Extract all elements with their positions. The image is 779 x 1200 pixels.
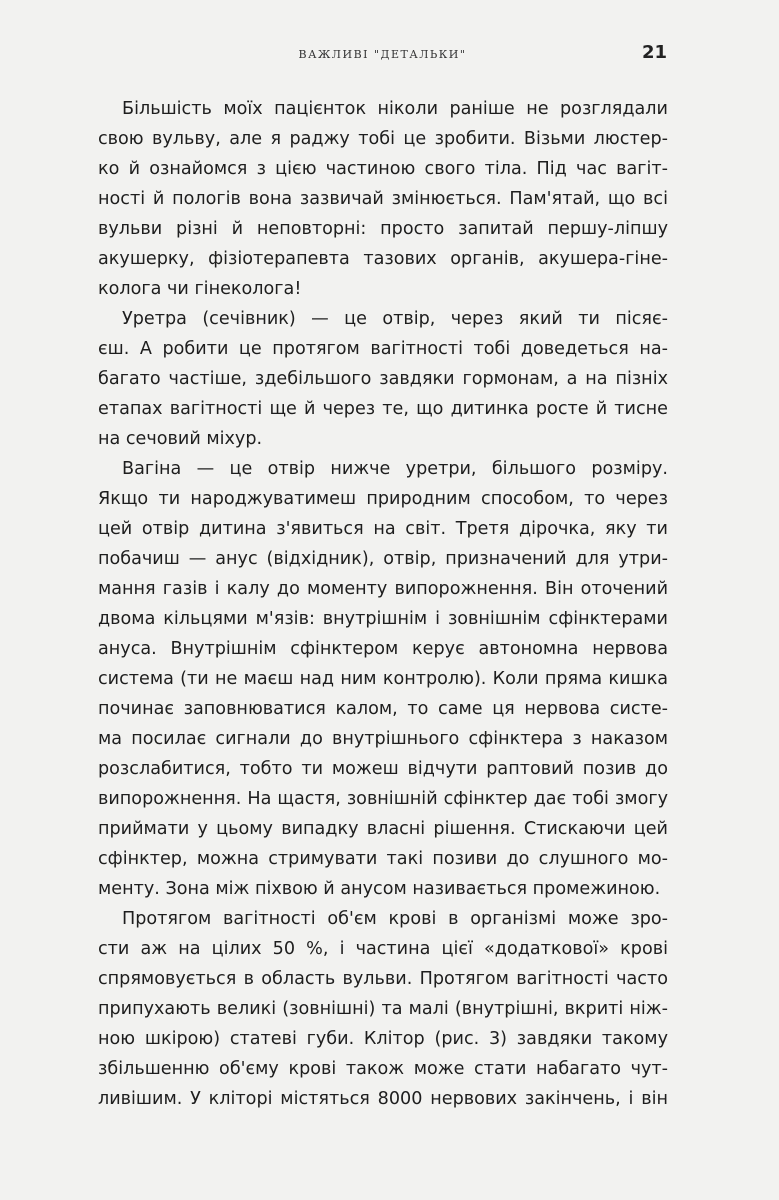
text-line: ко й ознайомся з цією частиною свого тіла. Під час вагіт- xyxy=(98,159,668,179)
text-line: багато частіше, здебільшого завдяки гормонам, а на пізніх xyxy=(98,369,668,389)
body-text xyxy=(98,94,668,1114)
text-line: мання газів і калу до моменту випорожнення. Він оточений xyxy=(98,579,668,599)
paragraph xyxy=(98,454,668,904)
paragraph xyxy=(98,94,668,304)
text-line: приймати у цьому випадку власні рішення. Стискаючи цей xyxy=(98,819,668,839)
text-line: Протягом вагітності об'єм крові в організмі може зро- xyxy=(122,909,668,929)
text-line: двома кільцями м'язів: внутрішнім і зовнішнім сфінктерами xyxy=(98,609,668,629)
text-line: ма посилає сигнали до внутрішнього сфінктера з наказом xyxy=(98,729,668,749)
paragraph xyxy=(98,304,668,454)
text-line: ною шкірою) статеві губи. Клітор (рис. 3) завдяки такому xyxy=(98,1029,668,1049)
text-line: ануса. Внутрішнім сфінктером керує автономна нервова xyxy=(98,639,668,659)
text-line: єш. А робити це протягом вагітності тобі доведеться на- xyxy=(98,339,668,359)
text-line: етапах вагітності ще й через те, що дитинка росте й тисне xyxy=(98,399,668,419)
text-line: ності й пологів вона зазвичай змінюється. Пам'ятай, що всі xyxy=(98,189,668,209)
paragraph xyxy=(98,904,668,1114)
text-line: колога чи гінеколога! xyxy=(98,279,302,299)
text-line: система (ти не маєш над ним контролю). Коли пряма кишка xyxy=(98,669,668,689)
text-line: свою вульву, але я раджу тобі це зробити. Візьми люстер- xyxy=(98,129,668,149)
text-line: Більшість моїх пацієнток ніколи раніше не розглядали xyxy=(122,99,668,119)
text-line: розслабитися, тобто ти можеш відчути раптовий позив до xyxy=(98,759,668,779)
text-line: спрямовується в область вульви. Протягом вагітності часто xyxy=(98,969,668,989)
text-line: вульви різні й неповторні: просто запитай першу-ліпшу xyxy=(98,219,668,239)
text-line: збільшенню об'єму крові також може стати набагато чут- xyxy=(98,1059,668,1079)
text-line: на сечовий міхур. xyxy=(98,429,263,449)
page-header xyxy=(98,42,667,72)
text-line: випорожнення. На щастя, зовнішній сфінктер дає тобі змогу xyxy=(98,789,668,809)
text-line: побачиш — анус (відхідник), отвір, призначений для утри- xyxy=(98,549,668,569)
text-line: Якщо ти народжуватимеш природним способом, то через xyxy=(98,489,668,509)
text-line: припухають великі (зовнішні) та малі (внутрішні, вкриті ніж- xyxy=(98,999,668,1019)
text-line: цей отвір дитина з'явиться на світ. Третя дірочка, яку ти xyxy=(98,519,668,539)
text-line: акушерку, фізіотерапевта тазових органів, акушера-гіне- xyxy=(98,249,668,269)
text-line: менту. Зона між піхвою й анусом називається промежиною. xyxy=(98,879,661,899)
text-line: ливішим. У кліторі містяться 8000 нервових закінчень, і він xyxy=(98,1089,668,1109)
text-line: сти аж на цілих 50 %, і частина цієї «додаткової» крові xyxy=(98,939,668,959)
page-number: 21 xyxy=(641,42,667,63)
running-title: ВАЖЛИВІ "ДЕТАЛЬКИ" xyxy=(298,48,467,61)
text-line: Вагіна — це отвір нижче уретри, більшого розміру. xyxy=(122,459,668,479)
text-line: Уретра (сечівник) — це отвір, через який ти пісяє- xyxy=(122,309,668,329)
text-line: починає заповнюватися калом, то саме ця нервова систе- xyxy=(98,699,668,719)
text-line: сфінктер, можна стримувати такі позиви до слушного мо- xyxy=(98,849,668,869)
